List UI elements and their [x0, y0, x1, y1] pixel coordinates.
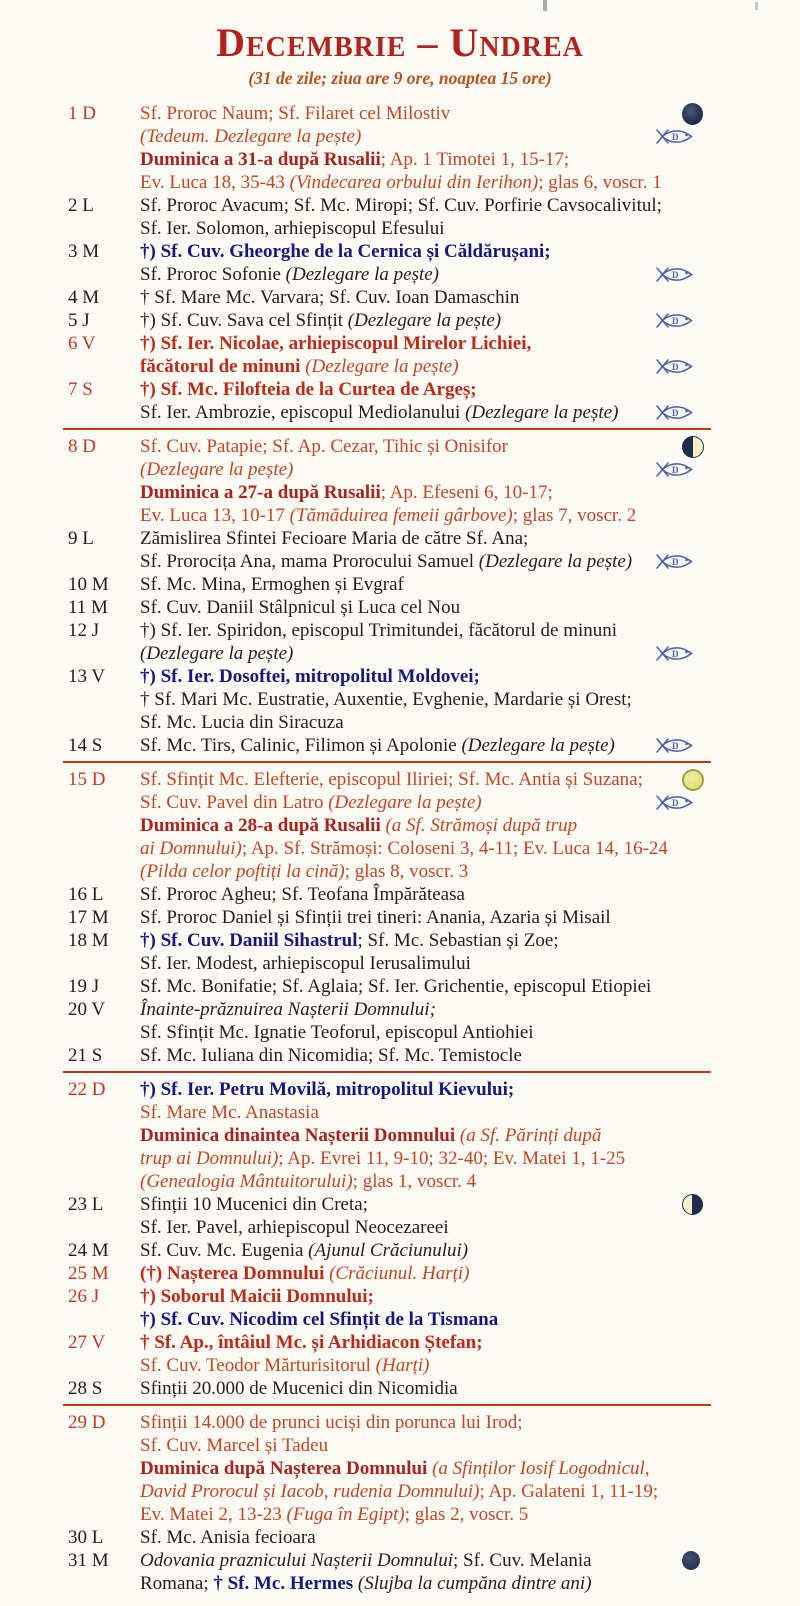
text-segment: (a Sf. Strămoși după trup — [385, 815, 578, 836]
text-segment: Sf. Proroc Daniel și Sfinții trei tineri: Anania, Azaria și Misail — [140, 907, 611, 928]
entry-line — [140, 734, 800, 757]
entry-line — [140, 286, 800, 309]
day-number: 20 V — [68, 999, 106, 1020]
entry-line — [140, 1124, 800, 1147]
entry-line — [140, 125, 800, 148]
day-entry — [140, 1044, 800, 1067]
day-entry — [140, 1526, 800, 1549]
text-segment: (Ajunul Crăciunului) — [308, 1240, 469, 1261]
day-row-13 — [0, 665, 800, 734]
day-row-7 — [0, 378, 800, 424]
day-row-8 — [0, 435, 800, 527]
day-row-9 — [0, 527, 800, 573]
text-segment: (Tămăduirea femeii gârbove) — [289, 505, 513, 526]
text-segment: Sf. Mc. Mina, Ermoghen și Evgraf — [140, 574, 404, 595]
day-entry — [140, 286, 800, 309]
moon-new-yellow-icon — [682, 768, 704, 791]
day-entry — [140, 435, 800, 527]
text-segment: Ev. Luca 13, 10-17 — [140, 505, 290, 526]
day-row-6 — [0, 332, 800, 378]
day-entry — [140, 1239, 800, 1262]
entry-line — [140, 665, 800, 688]
day-number: 5 J — [68, 310, 90, 331]
day-number: 28 S — [68, 1378, 103, 1399]
entry-line — [140, 527, 800, 550]
day-number: 10 M — [68, 574, 109, 595]
entry-line — [140, 1331, 800, 1354]
fish-icon — [655, 736, 695, 761]
text-segment: ; glas 7, voscr. 2 — [512, 505, 637, 526]
text-segment: (Dezlegare la pește) — [461, 735, 615, 756]
day-entry — [140, 527, 800, 573]
day-row-26 — [0, 1285, 800, 1331]
text-segment: Sf. Cuv. Mc. Eugenia — [140, 1240, 309, 1261]
day-number: 16 L — [68, 884, 104, 905]
page-header — [0, 0, 800, 90]
text-segment: †) Sf. Mc. Filofteia de la Curtea de Argeș; — [140, 379, 477, 400]
entry-line — [140, 1021, 800, 1044]
entry-line — [140, 1239, 800, 1262]
text-segment: Sf. Mc. Iuliana din Nicomidia; Sf. Mc. Temistocle — [140, 1045, 522, 1066]
day-number: 19 J — [68, 976, 100, 997]
scan-artifact-tick — [543, 0, 547, 11]
day-row-28 — [0, 1377, 800, 1400]
text-segment: Duminica a 27-a după Rusalii — [140, 482, 381, 503]
text-segment: Sf. Mc. Anisia fecioara — [140, 1527, 316, 1548]
entry-line — [140, 688, 800, 711]
entry-line — [140, 401, 800, 424]
text-segment: Sf. Proroc Agheu; Sf. Teofana Împărăteasa — [140, 884, 465, 905]
day-number: 2 L — [68, 195, 94, 216]
svg-text:D: D — [672, 741, 679, 751]
moon-new-yellow-icon — [682, 769, 704, 791]
text-segment: ; Ap. Sf. Strămoși: Coloseni 3, 4-11; Ev. Luca 14, 16-24 — [241, 838, 668, 859]
text-segment: Duminica a 31-a după Rusalii — [140, 149, 381, 170]
text-segment: (Crăciunul. Harți) — [329, 1263, 470, 1284]
text-segment: (Pilda celor poftiți la cină) — [140, 861, 345, 882]
entry-line — [140, 309, 800, 332]
svg-text:D: D — [672, 408, 679, 418]
moon-dark-small-icon — [682, 1549, 700, 1570]
svg-text:D: D — [672, 132, 679, 142]
entry-line — [140, 929, 800, 952]
day-list — [0, 102, 800, 1595]
entry-line — [140, 1193, 800, 1216]
text-segment: ; Ap. Evrei 11, 9-10; 32-40; Ev. Matei 1, 1-25 — [278, 1148, 626, 1169]
text-segment: Sf. Proroc Sofonie — [140, 264, 286, 285]
text-segment: ; glas 1, voscr. 4 — [352, 1171, 477, 1192]
text-segment: Sf. Proroc Avacum; Sf. Mc. Miropi; Sf. Cuv. Porfirie Cavsocalivitul; — [140, 195, 662, 216]
svg-text:D: D — [672, 270, 679, 280]
entry-line — [140, 711, 800, 734]
text-segment: (Dezlegare la pește) — [305, 356, 459, 377]
day-number: 18 M — [68, 930, 109, 951]
svg-text:D: D — [672, 557, 679, 567]
text-segment: Sf. Ier. Modest, arhiepiscopul Ierusalimului — [140, 953, 471, 974]
day-entry — [140, 665, 800, 734]
day-row-3 — [0, 240, 800, 286]
text-segment: ; Ap. 1 Timotei 1, 15-17; — [380, 149, 570, 170]
fish-icon — [655, 403, 695, 428]
day-number: 15 D — [68, 769, 106, 790]
day-number: 21 S — [68, 1045, 103, 1066]
day-entry — [140, 240, 800, 286]
text-segment: Duminica după Nașterea Domnului — [140, 1458, 433, 1479]
entry-line — [140, 860, 800, 883]
svg-text:D: D — [672, 316, 679, 326]
text-segment: (Dezlegare la pește) — [347, 310, 502, 331]
text-segment: trup ai Domnului) — [140, 1148, 279, 1169]
text-segment: ; glas 6, voscr. 1 — [538, 172, 662, 193]
sunday-separator — [63, 761, 711, 763]
day-row-25 — [0, 1262, 800, 1285]
moon-left-dark-icon — [682, 436, 704, 458]
day-entry — [140, 768, 800, 883]
text-segment: †) Soborul Maicii Domnului; — [140, 1286, 374, 1307]
text-segment: †) Sf. Ier. Petru Movilă, mitropolitul Kievului; — [140, 1079, 515, 1100]
entry-line — [140, 194, 800, 217]
moon-right-dark-icon — [682, 1194, 703, 1215]
day-entry — [140, 734, 800, 757]
entry-line — [140, 504, 800, 527]
entry-line — [140, 171, 800, 194]
text-segment: (†) Nașterea Domnului — [140, 1263, 330, 1284]
entry-line — [140, 1526, 800, 1549]
entry-line — [140, 1216, 800, 1239]
entry-line — [140, 240, 800, 263]
day-number: 13 V — [68, 666, 106, 687]
text-segment: Sf. Mare Mc. Anastasia — [140, 1102, 319, 1123]
entry-line — [140, 975, 800, 998]
text-segment: (Tedeum. Dezlegare la pește) — [140, 126, 362, 147]
entry-line — [140, 1503, 800, 1526]
text-segment: †) Sf. Ier. Spiridon, episcopul Trimitundei, făcătorul de minuni — [140, 620, 618, 641]
entry-line — [140, 1262, 800, 1285]
entry-line — [140, 1308, 800, 1331]
day-number: 29 D — [68, 1412, 106, 1433]
entry-line — [140, 1170, 800, 1193]
day-number: 27 V — [68, 1332, 106, 1353]
text-segment: † Sf. Mare Mc. Varvara; Sf. Cuv. Ioan Damaschin — [140, 287, 520, 308]
entry-line — [140, 355, 800, 378]
text-segment: Sf. Sfințit Mc. Elefterie, episcopul Iliriei; Sf. Mc. Antia și Suzana; — [140, 769, 643, 790]
entry-line — [140, 550, 800, 573]
entry-line — [140, 906, 800, 929]
entry-line — [140, 378, 800, 401]
text-segment: ; glas 2, voscr. 5 — [404, 1504, 529, 1525]
day-row-18 — [0, 929, 800, 975]
day-row-12 — [0, 619, 800, 665]
text-segment: (Dezlegare la pește) — [465, 402, 619, 423]
entry-line — [140, 102, 800, 125]
day-number: 8 D — [68, 436, 96, 457]
text-segment: făcătorul de minuni — [140, 356, 306, 377]
day-entry — [140, 573, 800, 596]
day-number: 22 D — [68, 1079, 106, 1100]
day-number: 31 M — [68, 1550, 109, 1571]
text-segment: (Vindecarea orbului din Ierihon) — [289, 172, 539, 193]
text-segment: (a Sf. Părinți după — [459, 1125, 602, 1146]
text-segment: Sf. Cuv. Patapie; Sf. Ap. Cezar, Tihic și Onisifor — [140, 436, 508, 457]
entry-line — [140, 263, 800, 286]
day-row-11 — [0, 596, 800, 619]
text-segment: David Prorocul și Iacob, rudenia Domnului) — [140, 1481, 480, 1502]
entry-line — [140, 1411, 800, 1434]
day-number: 23 L — [68, 1194, 104, 1215]
text-segment: Sf. Cuv. Teodor Mărturisitorul — [140, 1355, 376, 1376]
day-row-10 — [0, 573, 800, 596]
day-entry — [140, 906, 800, 929]
scan-artifact-tick — [755, 2, 758, 10]
day-entry — [140, 1262, 800, 1285]
day-number: 24 M — [68, 1240, 109, 1261]
text-segment: (Dezlegare la pește) — [478, 551, 633, 572]
text-segment: Sfinții 20.000 de Mucenici din Nicomidia — [140, 1378, 458, 1399]
day-entry — [140, 1285, 800, 1331]
day-row-15 — [0, 768, 800, 883]
entry-line — [140, 952, 800, 975]
entry-line — [140, 1572, 800, 1595]
text-segment: Odovania praznicului Nașterii Domnului — [140, 1550, 453, 1571]
text-segment: Ev. Matei 2, 13-23 — [140, 1504, 287, 1525]
page-subtitle: (31 de zile; ziua are 9 ore, noaptea 15 ore) — [248, 68, 552, 88]
text-segment: Sf. Prorocița Ana, mama Prorocului Samuel — [140, 551, 479, 572]
entry-line — [140, 791, 800, 814]
day-row-19 — [0, 975, 800, 998]
day-entry — [140, 309, 800, 332]
day-row-17 — [0, 906, 800, 929]
day-row-4 — [0, 286, 800, 309]
day-number: 11 M — [68, 597, 108, 618]
day-entry — [140, 378, 800, 424]
text-segment: ai Domnului) — [140, 838, 242, 859]
day-row-14 — [0, 734, 800, 757]
day-number: 12 J — [68, 620, 100, 641]
day-row-20 — [0, 998, 800, 1044]
moon-dark-icon — [682, 102, 703, 125]
entry-line — [140, 1480, 800, 1503]
text-segment: Sf. Ier. Pavel, arhiepiscopul Neocezareei — [140, 1217, 449, 1238]
text-segment: ; Sf. Mc. Sebastian și Zoe; — [357, 930, 559, 951]
moon-dark-small-icon — [682, 1551, 700, 1570]
entry-line — [140, 1377, 800, 1400]
text-segment: Sf. Mc. Bonifatie; Sf. Aglaia; Sf. Ier. Grichentie, episcopul Etiopiei — [140, 976, 652, 997]
sunday-separator — [63, 1071, 711, 1073]
day-entry — [140, 619, 800, 665]
entry-line — [140, 1078, 800, 1101]
svg-text:D: D — [672, 649, 679, 659]
entry-line — [140, 1354, 800, 1377]
text-segment: ; Ap. Galateni 1, 11-19; — [479, 1481, 659, 1502]
text-segment: ; Sf. Cuv. Melania — [452, 1550, 592, 1571]
text-segment: Duminica dinaintea Nașterii Domnului — [140, 1125, 460, 1146]
text-segment: Sf. Ier. Ambrozie, episcopul Mediolanului — [140, 402, 466, 423]
text-segment: Sf. Cuv. Daniil Stâlpnicul și Luca cel Nou — [140, 597, 461, 618]
text-segment: †) Sf. Ier. Nicolae, arhiepiscopul Mirelor Lichiei, — [140, 333, 532, 354]
day-number: 3 M — [68, 241, 100, 262]
entry-line — [140, 332, 800, 355]
entry-line — [140, 573, 800, 596]
entry-line — [140, 1549, 800, 1572]
entry-line — [140, 481, 800, 504]
page-title: Decembrie – Undrea — [216, 20, 584, 65]
text-segment: † Sf. Ap., întâiul Mc. și Arhidiacon Ștefan; — [140, 1332, 483, 1353]
text-segment: † Sf. Mari Mc. Eustratie, Auxentie, Evghenie, Mardarie și Orest; — [140, 689, 632, 710]
text-segment: Sf. Cuv. Marcel și Tadeu — [140, 1435, 329, 1456]
entry-line — [140, 596, 800, 619]
day-entry — [140, 1549, 800, 1595]
day-number: 17 M — [68, 907, 109, 928]
text-segment: (a Sfinților Iosif Logodnicul, — [432, 1458, 650, 1479]
text-segment: Ev. Luca 18, 35-43 — [140, 172, 290, 193]
entry-line — [140, 814, 800, 837]
entry-line — [140, 768, 800, 791]
day-entry — [140, 1331, 800, 1377]
text-segment: †) Sf. Cuv. Daniil Sihastrul — [140, 930, 358, 951]
entry-line — [140, 1147, 800, 1170]
text-segment: † Sf. Mc. Hermes — [213, 1573, 358, 1594]
day-number: 1 D — [68, 103, 96, 124]
moon-dark-icon — [682, 103, 703, 125]
day-number: 6 V — [68, 333, 96, 354]
sunday-separator — [63, 1404, 711, 1406]
entry-line — [140, 998, 800, 1021]
text-segment: Sfinții 10 Mucenici din Creta; — [140, 1194, 368, 1215]
text-segment: (Dezlegare la pește) — [140, 643, 294, 664]
entry-line — [140, 642, 800, 665]
day-entry — [140, 194, 800, 240]
day-number: 30 L — [68, 1527, 104, 1548]
entry-line — [140, 148, 800, 171]
text-segment: †) Sf. Cuv. Gheorghe de la Cernica și Căldărușani; — [140, 241, 551, 262]
day-entry — [140, 102, 800, 194]
text-segment: ; Ap. Efeseni 6, 10-17; — [380, 482, 553, 503]
day-number: 14 S — [68, 735, 103, 756]
entry-line — [140, 837, 800, 860]
text-segment: (Slujba la cumpăna dintre ani) — [357, 1573, 592, 1594]
day-entry — [140, 975, 800, 998]
day-entry — [140, 998, 800, 1044]
text-segment: (Harți) — [375, 1355, 430, 1376]
text-segment: Sf. Mc. Tirs, Calinic, Filimon și Apolonie — [140, 735, 462, 756]
text-segment: Sf. Sfințit Mc. Ignatie Teoforul, episcopul Antiohiei — [140, 1022, 534, 1043]
text-segment: (Dezlegare la pește) — [140, 459, 294, 480]
entry-line — [140, 883, 800, 906]
day-row-31 — [0, 1549, 800, 1595]
entry-line — [140, 458, 800, 481]
day-row-30 — [0, 1526, 800, 1549]
day-number: 4 M — [68, 287, 100, 308]
day-entry — [140, 1377, 800, 1400]
entry-line — [140, 619, 800, 642]
day-entry — [140, 1411, 800, 1526]
text-segment: (Dezlegare la pește) — [328, 792, 482, 813]
day-row-16 — [0, 883, 800, 906]
day-entry — [140, 1078, 800, 1193]
moon-right-dark-icon — [682, 1193, 703, 1215]
text-segment: †) Sf. Cuv. Sava cel Sfințit — [140, 310, 348, 331]
svg-text:D: D — [672, 362, 679, 372]
text-segment: ; glas 8, voscr. 3 — [344, 861, 469, 882]
day-row-5 — [0, 309, 800, 332]
day-row-22 — [0, 1078, 800, 1193]
entry-line — [140, 1285, 800, 1308]
text-segment: †) Sf. Cuv. Nicodim cel Sfințit de la Tismana — [140, 1309, 499, 1330]
text-segment: Romana; — [140, 1573, 214, 1594]
day-entry — [140, 1193, 800, 1239]
day-entry — [140, 883, 800, 906]
text-segment: †) Sf. Ier. Dosoftei, mitropolitul Moldovei; — [140, 666, 480, 687]
day-number: 7 S — [68, 379, 93, 400]
text-segment: (Genealogia Mântuitorului) — [140, 1171, 353, 1192]
day-row-24 — [0, 1239, 800, 1262]
day-number: 26 J — [68, 1286, 100, 1307]
text-segment: Sf. Proroc Naum; Sf. Filaret cel Milostiv — [140, 103, 451, 124]
day-number: 25 M — [68, 1263, 109, 1284]
text-segment: Sfinții 14.000 de prunci uciși din porunca lui Irod; — [140, 1412, 523, 1433]
day-entry — [140, 929, 800, 975]
text-segment: Înainte-prăznuirea Nașterii Domnului; — [140, 999, 436, 1020]
entry-line — [140, 435, 800, 458]
text-segment: (Dezlegare la pește) — [285, 264, 440, 285]
text-segment: Sf. Ier. Solomon, arhiepiscopul Efesului — [140, 218, 445, 239]
entry-line — [140, 1044, 800, 1067]
day-number: 9 L — [68, 528, 94, 549]
day-row-2 — [0, 194, 800, 240]
text-segment: Sf. Cuv. Pavel din Latro — [140, 792, 329, 813]
day-entry — [140, 332, 800, 378]
sunday-separator — [63, 428, 711, 430]
entry-line — [140, 1457, 800, 1480]
day-row-23 — [0, 1193, 800, 1239]
svg-text:D: D — [672, 798, 679, 808]
day-entry — [140, 596, 800, 619]
text-segment: Duminica a 28-a după Rusalii — [140, 815, 386, 836]
text-segment: Zămislirea Sfintei Fecioare Maria de către Sf. Ana; — [140, 528, 529, 549]
day-row-21 — [0, 1044, 800, 1067]
entry-line — [140, 1434, 800, 1457]
entry-line — [140, 1101, 800, 1124]
text-segment: Sf. Mc. Lucia din Siracuza — [140, 712, 344, 733]
moon-left-dark-icon — [682, 435, 704, 458]
day-row-29 — [0, 1411, 800, 1526]
day-row-27 — [0, 1331, 800, 1377]
text-segment: (Fuga în Egipt) — [286, 1504, 405, 1525]
entry-line — [140, 217, 800, 240]
day-row-1 — [0, 102, 800, 194]
svg-text:D: D — [672, 465, 679, 475]
